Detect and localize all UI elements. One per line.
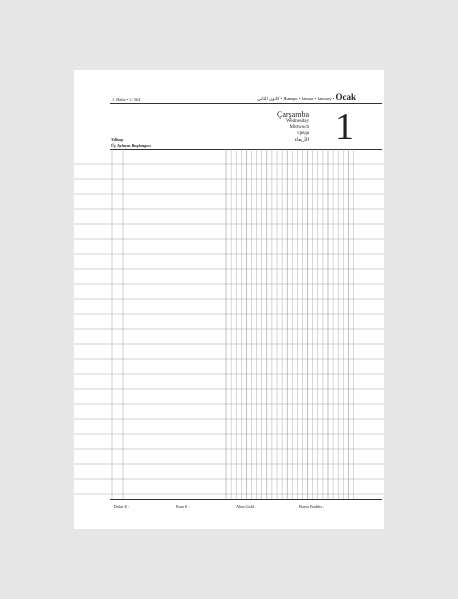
event-three-months: Üç Ayların Başlangıcı <box>111 143 151 148</box>
writing-grid <box>74 149 384 499</box>
week-indicator: 1. Hafta • 1 ⁄ 364 <box>112 97 141 102</box>
footer-bourse: Borsa Endeks : <box>299 504 325 509</box>
month-tr: Ocak <box>335 92 356 102</box>
day-name-de: Mittwoch <box>289 125 309 130</box>
month-en: January <box>317 96 332 101</box>
month-names: كانون الثاني • Январь • Januar • January • Ocak <box>257 92 356 102</box>
header-rule <box>110 103 382 104</box>
month-de: Januar <box>301 96 314 101</box>
footer-rule <box>110 499 382 500</box>
day-name-ru: среда <box>297 131 309 136</box>
month-arabic: كانون الثاني <box>257 96 280 101</box>
footer-euro: Euro € : <box>176 504 190 509</box>
footer-dollar: Dolar $ : <box>114 504 129 509</box>
day-name-ar: الأربعاء <box>294 138 309 143</box>
planner-page <box>74 70 384 529</box>
month-ru: Январь <box>283 96 298 101</box>
footer-gold: Altın Gold : <box>236 504 257 509</box>
day-name-en: Wednesday <box>286 119 309 124</box>
day-name-tr: Çarşamba <box>277 110 309 119</box>
day-number: 1 <box>335 106 354 148</box>
event-new-year: Yılbaşı <box>111 137 124 142</box>
